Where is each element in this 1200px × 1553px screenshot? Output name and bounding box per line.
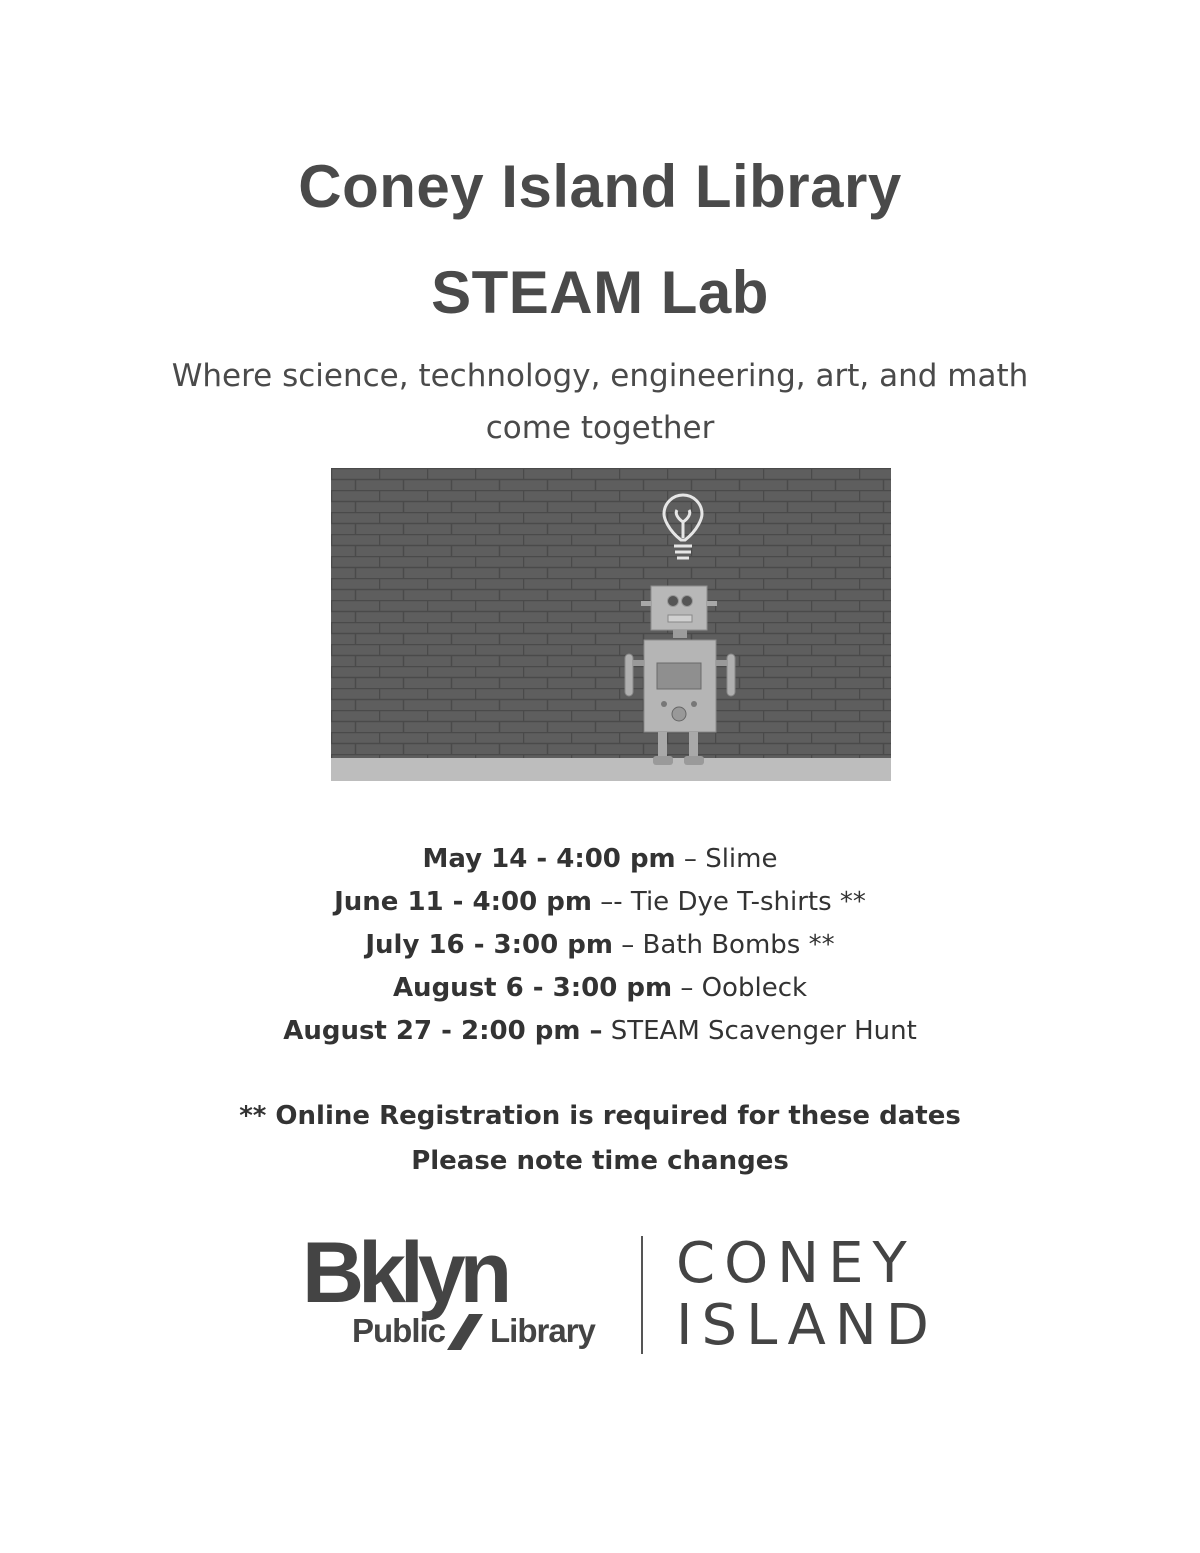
logo-slash-icon <box>447 1314 483 1350</box>
event-title: STEAM Scavenger Hunt <box>610 1016 917 1046</box>
time-change-note: Please note time changes <box>411 1146 789 1176</box>
schedule-row <box>0 1010 1200 1053</box>
event-datetime: August 6 - 3:00 pm <box>392 973 673 1003</box>
event-separator <box>602 1016 610 1046</box>
event-separator: –- <box>591 887 631 917</box>
registration-notes <box>0 1094 1200 1184</box>
event-datetime: August 27 - 2:00 pm – <box>283 1016 603 1046</box>
schedule-row <box>0 838 1200 881</box>
event-datetime: June 11 - 4:00 pm <box>334 887 592 917</box>
page-title: Coney Island Library <box>298 153 902 220</box>
bklyn-wordmark: Bklyn <box>302 1225 507 1321</box>
event-schedule <box>0 838 1200 1053</box>
event-separator: – <box>672 973 702 1003</box>
registration-note: ** Online Registration is required for these dates <box>239 1101 961 1131</box>
schedule-row <box>0 924 1200 967</box>
event-title: Bath Bombs ** <box>642 930 835 960</box>
logo-divider <box>641 1236 643 1354</box>
event-title: Slime <box>705 844 778 874</box>
robot-illustration <box>331 468 891 781</box>
logo-library-text: Library <box>490 1312 595 1349</box>
event-datetime: July 16 - 3:00 pm <box>365 930 613 960</box>
event-separator: – <box>612 930 643 960</box>
event-title: Oobleck <box>701 973 808 1003</box>
event-title: Tie Dye T-shirts ** <box>630 887 866 917</box>
schedule-row <box>0 967 1200 1010</box>
island-text: ISLAND <box>676 1293 938 1358</box>
tagline-line-2: come together <box>485 410 715 446</box>
event-datetime: May 14 - 4:00 pm <box>422 844 676 874</box>
coney-text: CONEY <box>676 1231 916 1296</box>
library-logo <box>300 1225 940 1360</box>
event-separator: – <box>675 844 706 874</box>
schedule-row <box>0 881 1200 924</box>
page-subtitle-title: STEAM Lab <box>431 259 769 326</box>
robot-photo <box>331 468 891 781</box>
logo-public-text: Public <box>352 1312 446 1349</box>
tagline-line-1: Where science, technology, engineering, art, and math <box>171 358 1029 394</box>
